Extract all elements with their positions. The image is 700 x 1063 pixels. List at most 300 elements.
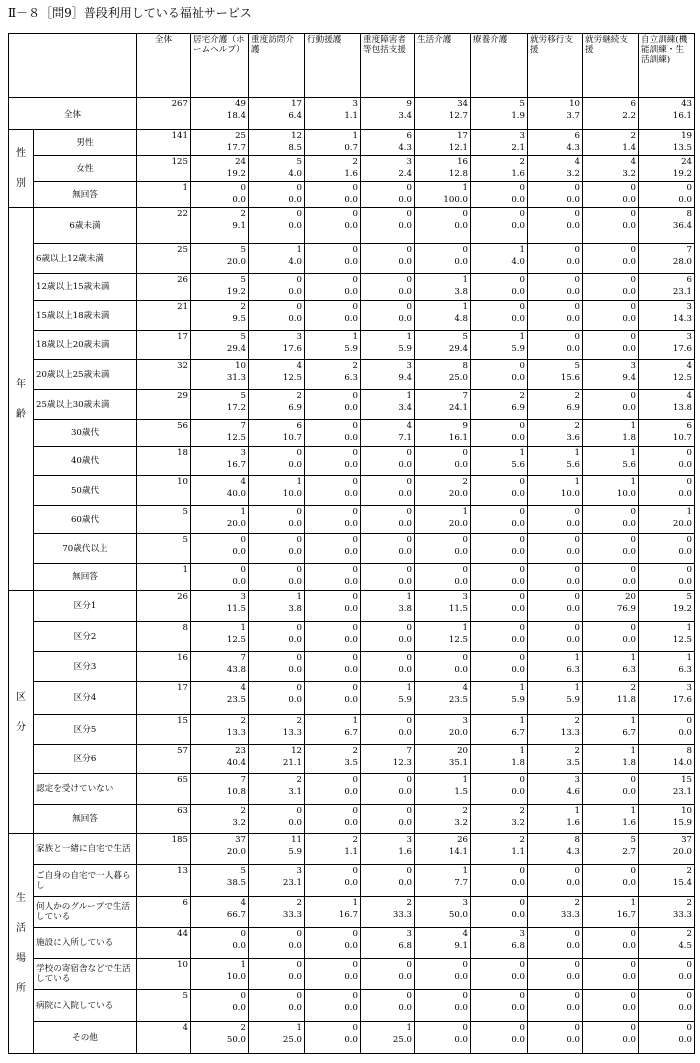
cell-percent: 23.1 [672,287,692,297]
cell-percent: 6.4 [288,111,302,121]
cell-count: 0 [406,245,412,255]
cell-count: 0 [462,565,468,575]
col-header: 自立訓練(機能訓練・生活訓練) [639,34,695,98]
cell-value [249,1022,305,1054]
cell-percent: 0.0 [566,257,580,267]
cell-count: 0 [686,183,692,193]
cell-value [191,959,249,990]
cell-value [528,564,583,591]
cell-n: 17 [137,331,191,360]
cell-count: 0 [352,507,358,517]
cell-value [191,360,249,390]
col-header: 重度訪問介護 [249,34,305,98]
cell-count: 0 [519,302,525,312]
cell-value [471,805,528,834]
cell-percent: 33.3 [282,910,302,920]
cell-count: 0 [406,477,412,487]
cell-value [415,715,471,745]
cell-value [528,959,583,990]
cell-count: 0 [352,302,358,312]
cell-count: 0 [630,960,636,970]
cell-value [639,1022,695,1054]
cell-percent: 0.0 [344,1035,358,1045]
cell-percent: 5.9 [511,695,525,705]
cell-percent: 0.0 [622,1003,636,1013]
cell-percent: 29.4 [448,344,468,354]
cell-percent: 3.8 [454,287,468,297]
cell-count: 6 [574,131,580,141]
cell-value [249,682,305,715]
cell-count: 0 [352,991,358,1001]
cell-count: 0 [519,960,525,970]
cell-percent: 15.9 [672,818,692,828]
cell-percent: 0.0 [344,547,358,557]
cell-n: 16 [137,652,191,682]
cell-value [191,1022,249,1054]
cell-value [305,274,361,301]
cell-count: 3 [686,302,692,312]
cell-count: 1 [406,592,412,602]
cell-value [361,1022,415,1054]
cell-percent: 10.0 [282,489,302,499]
col-header: 居宅介護（ホームヘルプ） [191,34,249,98]
cell-count: 0 [519,623,525,633]
cell-count: 0 [519,275,525,285]
row-label: 認定を受けていない [34,774,137,805]
cell-n: 10 [137,959,191,990]
cell-value [249,774,305,805]
cell-value [415,682,471,715]
cell-value [361,865,415,897]
cell-value [528,360,583,390]
row-label: 無回答 [34,182,137,208]
cell-count: 1 [519,245,525,255]
cell-value [361,208,415,244]
cell-count: 0 [519,866,525,876]
cell-count: 3 [406,361,412,371]
cell-percent: 9.4 [398,373,412,383]
cell-count: 2 [574,716,580,726]
cell-value [191,928,249,959]
cell-value [639,506,695,534]
cell-count: 0 [686,991,692,1001]
cell-value [471,476,528,506]
cell-count: 0 [686,448,692,458]
cell-percent: 0.0 [288,665,302,675]
group-label-text: 生 活 場 所 [16,893,26,994]
cell-value [528,390,583,420]
cell-value [249,652,305,682]
cell-count: 2 [240,302,246,312]
cell-count: 8 [574,835,580,845]
cell-percent: 0.0 [398,195,412,205]
cell-count: 0 [519,361,525,371]
cell-value [191,156,249,182]
cell-percent: 17.6 [672,695,692,705]
cell-value [528,98,583,130]
cell-count: 2 [686,929,692,939]
cell-value [528,774,583,805]
cell-percent: 0.0 [622,403,636,413]
cell-value [361,591,415,622]
cell-n: 5 [137,990,191,1022]
cell-value [361,805,415,834]
cell-count: 0 [296,183,302,193]
cell-count: 2 [406,898,412,908]
cell-count: 2 [519,806,525,816]
cell-percent: 15.4 [672,878,692,888]
cell-value [639,990,695,1022]
cell-percent: 0.0 [622,519,636,529]
cell-percent: 12.3 [392,758,412,768]
cell-value [528,476,583,506]
cell-count: 8 [686,209,692,219]
cell-count: 2 [240,209,246,219]
cell-percent: 20.0 [448,728,468,738]
cell-percent: 0.0 [288,287,302,297]
cell-percent: 3.2 [622,169,636,179]
cell-percent: 0.0 [511,433,525,443]
cell-value [415,834,471,865]
cell-value [583,182,639,208]
cell-count: 7 [686,245,692,255]
cell-percent: 5.9 [288,847,302,857]
cell-value [191,98,249,130]
cell-percent: 9.4 [622,373,636,383]
cell-count: 17 [457,131,468,141]
cell-value [361,715,415,745]
cell-count: 1 [296,592,302,602]
cell-percent: 0.0 [344,665,358,675]
page-title: Ⅱ－８［問9］普段利用している福祉サービス [8,6,252,20]
row-label: 区分5 [34,715,137,745]
cell-count: 0 [462,991,468,1001]
cell-percent: 76.9 [616,604,636,614]
cell-value [471,156,528,182]
cell-value [249,130,305,156]
cell-count: 0 [630,507,636,517]
cell-percent: 0.0 [511,604,525,614]
cell-value [583,208,639,244]
cell-count: 0 [686,477,692,487]
cell-percent: 0.0 [566,1035,580,1045]
cell-percent: 6.3 [566,665,580,675]
cell-value [249,360,305,390]
cell-percent: 20.0 [672,519,692,529]
cell-percent: 0.0 [288,314,302,324]
cell-percent: 0.0 [398,878,412,888]
row-label: 無回答 [34,805,137,834]
row-label: 女性 [34,156,137,182]
cell-count: 1 [406,332,412,342]
table-row [9,130,695,156]
cell-value [415,98,471,130]
cell-percent: 0.0 [511,787,525,797]
cell-value [305,208,361,244]
cell-count: 0 [630,332,636,342]
cell-value [471,990,528,1022]
cell-value [249,928,305,959]
cell-n: 57 [137,745,191,774]
cell-value [639,591,695,622]
cell-count: 0 [406,275,412,285]
cell-count: 0 [686,1023,692,1033]
cell-percent: 6.3 [344,373,358,383]
cell-percent: 23.1 [282,878,302,888]
cell-percent: 0.0 [511,972,525,982]
cell-value [191,591,249,622]
cell-percent: 4.3 [566,847,580,857]
cell-count: 0 [406,806,412,816]
row-label: 70歳代以上 [34,534,137,564]
cell-percent: 3.4 [398,111,412,121]
cell-value [528,506,583,534]
cell-value [249,715,305,745]
cell-count: 0 [240,991,246,1001]
cell-percent: 16.1 [448,433,468,443]
cell-value [305,420,361,447]
cell-value [471,959,528,990]
cell-count: 0 [574,535,580,545]
col-header-total: 全体 [137,34,191,98]
cell-percent: 43.8 [226,665,246,675]
cell-count: 1 [519,716,525,726]
cell-count: 2 [296,898,302,908]
cell-count: 7 [240,421,246,431]
cell-count: 9 [462,421,468,431]
cell-percent: 0.0 [511,221,525,231]
cell-count: 0 [519,209,525,219]
cell-percent: 4.6 [566,787,580,797]
cell-percent: 13.5 [672,143,692,153]
cell-value [191,990,249,1022]
cell-percent: 0.0 [511,1035,525,1045]
cell-value [191,834,249,865]
cell-value [305,156,361,182]
cell-percent: 0.0 [344,403,358,413]
cell-count: 0 [630,245,636,255]
cell-count: 2 [240,806,246,816]
cell-percent: 0.0 [566,878,580,888]
cell-percent: 10.7 [672,433,692,443]
cell-n: 22 [137,208,191,244]
cell-percent: 33.3 [392,910,412,920]
cell-count: 0 [686,716,692,726]
cell-count: 5 [630,835,636,845]
cell-value [583,682,639,715]
cell-value [361,834,415,865]
cell-value [361,682,415,715]
cell-value [583,564,639,591]
cell-value [191,564,249,591]
cell-value [361,745,415,774]
cell-percent: 23.5 [448,695,468,705]
cell-count: 0 [352,477,358,487]
cell-count: 2 [462,806,468,816]
cell-count: 1 [406,391,412,401]
cell-count: 0 [462,245,468,255]
cell-percent: 0.0 [511,314,525,324]
cell-value [471,130,528,156]
cell-value [361,98,415,130]
cell-value [471,420,528,447]
cell-value [639,208,695,244]
cell-count: 1 [352,131,358,141]
cell-count: 4 [686,361,692,371]
cell-value [191,897,249,928]
row-label: 病院に入院している [34,990,137,1022]
cell-percent: 0.0 [454,1035,468,1045]
cell-percent: 0.0 [398,519,412,529]
cell-value [415,390,471,420]
cell-value [305,476,361,506]
cell-value [639,774,695,805]
table-row [9,331,695,360]
cell-count: 0 [240,183,246,193]
cell-value [528,244,583,274]
cell-percent: 0.0 [344,221,358,231]
cell-count: 25 [235,131,246,141]
row-label: 区分4 [34,682,137,715]
cell-count: 0 [630,1023,636,1033]
cell-value [583,420,639,447]
cell-value [639,745,695,774]
cell-percent: 5.9 [398,344,412,354]
cell-percent: 0.0 [454,665,468,675]
cell-value [639,564,695,591]
cell-percent: 3.2 [566,169,580,179]
cell-value [639,897,695,928]
cell-percent: 4.0 [511,257,525,267]
cell-percent: 1.6 [511,169,525,179]
cell-value [583,476,639,506]
cell-count: 0 [686,535,692,545]
cell-value [583,865,639,897]
table-row [9,208,695,244]
table-row [9,774,695,805]
cell-count: 0 [574,1023,580,1033]
cell-percent: 19.2 [226,287,246,297]
cell-percent: 1.5 [454,787,468,797]
cell-count: 1 [519,332,525,342]
cell-percent: 17.2 [226,403,246,413]
cell-count: 1 [630,746,636,756]
cell-value [471,506,528,534]
row-label: 6歳未満 [34,208,137,244]
cell-value [191,301,249,331]
cell-value [528,834,583,865]
table-row [9,652,695,682]
cell-count: 0 [630,183,636,193]
cell-value [415,865,471,897]
cell-percent: 35.1 [448,758,468,768]
cell-value [361,390,415,420]
cell-value [305,534,361,564]
cell-count: 2 [462,477,468,487]
cell-value [583,331,639,360]
cell-value [305,564,361,591]
cell-value [191,244,249,274]
cell-count: 8 [686,746,692,756]
cell-count: 6 [686,275,692,285]
cell-value [528,156,583,182]
cell-value [249,390,305,420]
cell-value [305,959,361,990]
cell-value [361,928,415,959]
cell-percent: 0.0 [344,1003,358,1013]
cell-value [471,715,528,745]
cell-percent: 0.0 [398,787,412,797]
cell-percent: 3.1 [288,787,302,797]
cell-value [583,506,639,534]
cell-count: 0 [574,183,580,193]
cell-percent: 20.0 [672,847,692,857]
cell-count: 0 [686,565,692,575]
cell-value [528,534,583,564]
cell-percent: 0.0 [622,878,636,888]
row-label: 男性 [34,130,137,156]
cell-value [415,652,471,682]
cell-n: 25 [137,244,191,274]
cell-percent: 0.0 [344,257,358,267]
cell-value [249,98,305,130]
cell-count: 0 [462,448,468,458]
cell-count: 1 [574,806,580,816]
cell-percent: 9.1 [454,941,468,951]
cell-count: 2 [240,716,246,726]
cell-value [361,897,415,928]
cell-percent: 31.3 [226,373,246,383]
cell-value [305,805,361,834]
cell-percent: 0.0 [566,577,580,587]
cell-count: 0 [630,866,636,876]
cell-value [583,745,639,774]
cell-percent: 0.0 [398,972,412,982]
cell-count: 7 [406,746,412,756]
cell-count: 0 [352,592,358,602]
table-row [9,682,695,715]
cell-count: 4 [630,157,636,167]
cell-percent: 0.0 [511,878,525,888]
cell-value [249,274,305,301]
cell-value [361,534,415,564]
cell-percent: 17.7 [226,143,246,153]
cell-count: 2 [296,775,302,785]
cell-percent: 28.0 [672,257,692,267]
cell-percent: 5.6 [622,460,636,470]
cell-value [305,360,361,390]
cell-percent: 1.8 [622,433,636,443]
cell-value [305,834,361,865]
cell-count: 0 [462,653,468,663]
cell-value [305,682,361,715]
table-row [9,301,695,331]
cell-count: 0 [519,421,525,431]
cell-percent: 6.9 [566,403,580,413]
cell-percent: 0.0 [398,1003,412,1013]
cell-value [415,244,471,274]
cell-count: 1 [240,960,246,970]
cell-count: 0 [630,302,636,312]
cell-count: 2 [296,391,302,401]
cell-value [191,682,249,715]
cell-count: 49 [235,99,246,109]
row-label: 50歳代 [34,476,137,506]
cell-value [361,156,415,182]
cell-value [528,652,583,682]
cell-percent: 1.1 [344,847,358,857]
cell-percent: 23.1 [672,787,692,797]
